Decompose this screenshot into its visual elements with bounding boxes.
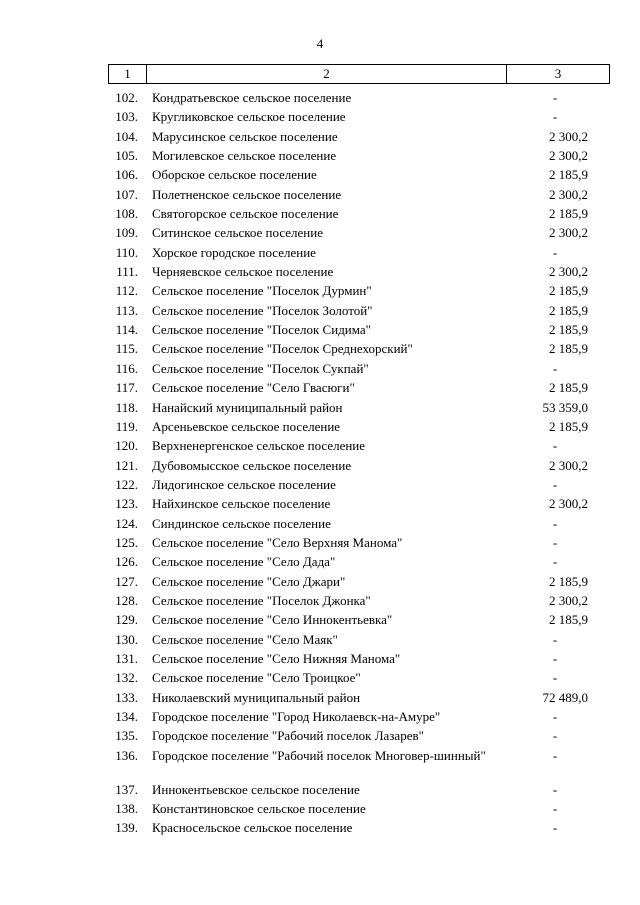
- table-row: [0, 475, 640, 494]
- row-value: 2 300,2: [549, 496, 588, 512]
- row-name: Красносельское сельское поселение: [152, 820, 353, 836]
- table-row: [0, 243, 640, 262]
- row-value: -: [552, 438, 558, 454]
- table-row: [0, 726, 640, 745]
- row-number: 117.: [115, 380, 138, 396]
- row-name: Сельское поселение "Поселок Золотой": [152, 302, 373, 318]
- row-name: Сельское поселение "Село Джари": [152, 573, 346, 589]
- row-name: Городское поселение "Рабочий поселок Многовер-шинный": [152, 747, 486, 763]
- row-number: 102.: [115, 90, 138, 105]
- table-row: [0, 688, 640, 707]
- row-name: Ситинское сельское поселение: [152, 225, 323, 241]
- row-name: Лидогинское сельское поселение: [152, 476, 336, 492]
- row-name: Сельское поселение "Село Маяк": [152, 631, 338, 647]
- table-row: [0, 417, 640, 436]
- row-number: 124.: [115, 515, 138, 531]
- row-name: Хорское городское поселение: [152, 244, 316, 260]
- header-col-1: 1: [109, 65, 147, 83]
- table-header: [108, 64, 610, 84]
- row-value: 2 300,2: [549, 186, 588, 202]
- row-number: 131.: [115, 650, 138, 666]
- row-value: 2 185,9: [549, 283, 588, 299]
- row-value: 2 300,2: [549, 225, 588, 241]
- row-value: 2 300,2: [549, 148, 588, 164]
- row-value: -: [552, 554, 558, 570]
- table-row: [0, 281, 640, 300]
- row-value: -: [552, 360, 558, 376]
- row-value: 2 185,9: [549, 341, 588, 357]
- row-name: Кондратьевское сельское поселение: [152, 90, 352, 105]
- row-value: -: [552, 728, 558, 744]
- row-value: -: [552, 650, 558, 666]
- row-name: Городское поселение "Город Николаевск-на-Амуре": [152, 709, 441, 724]
- row-name: Могилевское сельское поселение: [152, 148, 337, 164]
- row-number: 104.: [115, 128, 138, 144]
- row-number: 134.: [115, 709, 138, 724]
- row-value: 2 185,9: [549, 322, 588, 338]
- row-number: 119.: [115, 418, 138, 434]
- row-number: 103.: [115, 109, 138, 125]
- row-name: Сельское поселение "Поселок Сидима": [152, 322, 371, 338]
- row-value: -: [552, 747, 558, 763]
- table-row: [0, 780, 640, 799]
- row-number: 137.: [115, 781, 138, 797]
- table-row: [0, 630, 640, 649]
- row-value: 2 185,9: [549, 206, 588, 222]
- row-number: 116.: [115, 360, 138, 376]
- table-row: [0, 436, 640, 455]
- row-value: 2 185,9: [549, 418, 588, 434]
- table-row: [0, 146, 640, 165]
- row-number: 127.: [115, 573, 138, 589]
- table-row: [0, 320, 640, 339]
- table-row: [0, 223, 640, 242]
- row-number: 139.: [115, 820, 138, 836]
- table-row: [0, 494, 640, 513]
- row-number: 118.: [115, 399, 138, 415]
- row-number: 122.: [115, 476, 138, 492]
- table-row: [0, 339, 640, 358]
- row-name: Сельское поселение "Село Нижняя Манома": [152, 650, 401, 666]
- row-number: 123.: [115, 496, 138, 512]
- header-col-3: 3: [554, 66, 562, 81]
- row-name: Найхинское сельское поселение: [152, 496, 331, 512]
- row-name: Сельское поселение "Село Дада": [152, 554, 336, 570]
- row-name: Сельское поселение "Поселок Дурмин": [152, 283, 372, 299]
- table-row: [0, 107, 640, 126]
- row-name: Сельское поселение "Поселок Сукпай": [152, 360, 369, 376]
- row-number: 133.: [115, 689, 138, 705]
- row-value: 53 359,0: [542, 399, 588, 415]
- row-number: 136.: [115, 747, 138, 763]
- table-row: [0, 165, 640, 184]
- row-value: 2 300,2: [549, 592, 588, 608]
- row-number: 132.: [115, 670, 138, 686]
- row-name: Сельское поселение "Село Верхняя Манома": [152, 534, 403, 550]
- table-row: [0, 262, 640, 281]
- row-number: 138.: [115, 801, 138, 817]
- row-name: Константиновское сельское поселение: [152, 801, 366, 817]
- row-name: Городское поселение "Рабочий поселок Лазарев": [152, 728, 424, 744]
- row-number: 130.: [115, 631, 138, 647]
- row-name: Сельское поселение "Поселок Джонка": [152, 592, 371, 608]
- table-row: [0, 707, 640, 726]
- row-number: 126.: [115, 554, 138, 570]
- row-name: Черняевское сельское поселение: [152, 264, 334, 280]
- table-row: [0, 668, 640, 687]
- row-value: 2 185,9: [549, 573, 588, 589]
- row-value: 2 300,2: [549, 264, 588, 280]
- row-number: 129.: [115, 612, 138, 628]
- table-body: [0, 88, 640, 838]
- row-value: -: [552, 709, 558, 724]
- row-name: Оборское сельское поселение: [152, 167, 317, 183]
- table-row: [0, 301, 640, 320]
- header-col-2: 2: [147, 65, 507, 83]
- row-value: -: [552, 801, 558, 817]
- row-name: Арсеньевское сельское поселение: [152, 418, 341, 434]
- row-name: Полетненское сельское поселение: [152, 186, 342, 202]
- row-name: Сельское поселение "Село Троицкое": [152, 670, 361, 686]
- row-value: -: [552, 534, 558, 550]
- row-value: -: [552, 109, 558, 125]
- row-value: -: [552, 631, 558, 647]
- table-row: [0, 398, 640, 417]
- row-name: Нанайский муниципальный район: [152, 399, 343, 415]
- row-value: -: [552, 515, 558, 531]
- row-number: 121.: [115, 457, 138, 473]
- row-number: 125.: [115, 534, 138, 550]
- row-number: 113.: [115, 302, 138, 318]
- row-name: Синдинское сельское поселение: [152, 515, 331, 531]
- row-number: 115.: [115, 341, 138, 357]
- table-row: [0, 799, 640, 818]
- row-number: 111.: [116, 264, 138, 280]
- table-row: [0, 610, 640, 629]
- row-number: 106.: [115, 167, 138, 183]
- row-name: Святогорское сельское поселение: [152, 206, 339, 222]
- row-number: 114.: [115, 322, 138, 338]
- row-name: Сельское поселение "Поселок Среднехорский": [152, 341, 413, 357]
- row-number: 135.: [115, 728, 138, 744]
- row-name: Марусинское сельское поселение: [152, 128, 338, 144]
- row-value: -: [552, 476, 558, 492]
- row-value: 2 300,2: [549, 457, 588, 473]
- table-row: [0, 127, 640, 146]
- row-value: 2 185,9: [549, 302, 588, 318]
- row-value: 2 185,9: [549, 380, 588, 396]
- row-name: Кругликовское сельское поселение: [152, 109, 346, 125]
- row-number: 128.: [115, 592, 138, 608]
- row-name: Николаевский муниципальный район: [152, 689, 361, 705]
- table-row: [0, 88, 640, 107]
- row-value: -: [552, 90, 558, 105]
- row-value: -: [552, 781, 558, 797]
- row-value: 2 300,2: [549, 128, 588, 144]
- table-row: [0, 204, 640, 223]
- table-row: [0, 533, 640, 552]
- table-row: [0, 552, 640, 571]
- row-value: 2 185,9: [549, 612, 588, 628]
- table-row: [0, 649, 640, 668]
- row-value: -: [552, 670, 558, 686]
- table-row: [0, 185, 640, 204]
- row-name: Сельское поселение "Село Гвасюги": [152, 380, 355, 396]
- row-number: 110.: [115, 244, 138, 260]
- row-name: Иннокентьевское сельское поселение: [152, 781, 360, 797]
- row-number: 109.: [115, 225, 138, 241]
- row-name: Сельское поселение "Село Иннокентьевка": [152, 612, 393, 628]
- row-number: 112.: [115, 283, 138, 299]
- table-row: [0, 514, 640, 533]
- row-value: -: [552, 244, 558, 260]
- row-number: 105.: [115, 148, 138, 164]
- table-row: [0, 572, 640, 591]
- row-number: 107.: [115, 186, 138, 202]
- row-number: 108.: [115, 206, 138, 222]
- row-value: 2 185,9: [549, 167, 588, 183]
- row-name: Дубовомысское сельское поселение: [152, 457, 352, 473]
- table-row: [0, 818, 640, 837]
- row-number: 120.: [115, 438, 138, 454]
- row-value: 72 489,0: [542, 689, 588, 705]
- table-row: [0, 746, 640, 780]
- page-number: 4: [316, 36, 324, 51]
- table-row: [0, 378, 640, 397]
- table-row: [0, 591, 640, 610]
- row-value: -: [552, 820, 558, 836]
- table-row: [0, 359, 640, 378]
- table-row: [0, 456, 640, 475]
- row-name: Верхненергенское сельское поселение: [152, 438, 366, 454]
